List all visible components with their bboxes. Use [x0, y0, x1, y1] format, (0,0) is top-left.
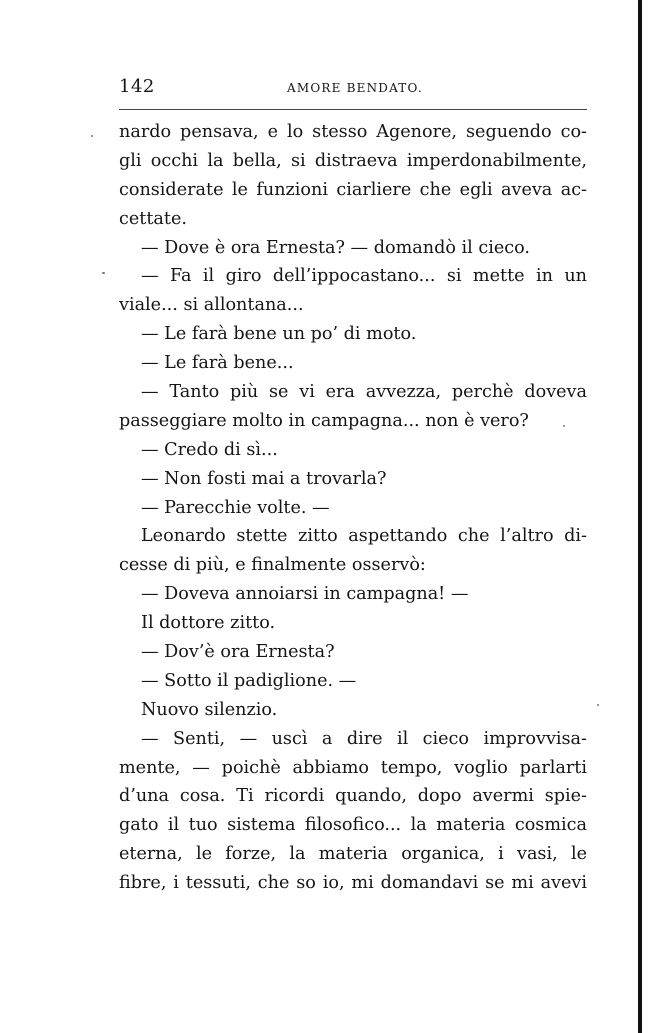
text-line: viale... si allontana...: [119, 295, 304, 316]
paper-speck: [91, 135, 93, 137]
text-line: — Dov’è ora Ernesta?: [141, 642, 335, 663]
text-line: cesse di più, e finalmente osservò:: [119, 555, 426, 576]
text-line: — Doveva annoiarsi in campagna! —: [141, 584, 469, 605]
paper-speck: [102, 272, 105, 274]
text-line: cettate.: [119, 208, 187, 229]
binding-edge: [638, 0, 642, 1033]
running-title: AMORE BENDATO.: [287, 81, 423, 95]
text-line: mente, — poichè abbiamo tempo, voglio parlarti: [119, 757, 587, 778]
text-line: — Tanto più se vi era avvezza, perchè doveva: [141, 382, 587, 403]
text-line: — Fa il giro dell’ippocastano... si mette in un: [141, 266, 587, 287]
text-line: Nuovo silenzio.: [141, 699, 278, 720]
page-header: [119, 76, 587, 100]
text-line: eterna, le forze, la materia organica, i vasi, le: [119, 844, 587, 865]
text-line: — Le farà bene...: [141, 353, 294, 374]
text-line: d’una cosa. Ti ricordi quando, dopo avermi spie-: [119, 786, 587, 807]
text-line: considerate le funzioni ciarliere che egli aveva ac-: [119, 179, 587, 200]
page-number: 142: [119, 76, 155, 97]
text-line: passeggiare molto in campagna... non è vero?: [119, 410, 529, 431]
text-line: — Non fosti mai a trovarla?: [141, 468, 387, 489]
body-text: [119, 118, 587, 898]
header-rule: [119, 109, 587, 110]
text-line: Leonardo stette zitto aspettando che l’altro di-: [141, 526, 587, 547]
paper-speck: [563, 425, 565, 427]
text-line: gato il tuo sistema filosofico... la materia cosmica: [119, 815, 587, 836]
text-line: fibre, i tessuti, che so io, mi domandavi se mi avevi: [119, 873, 587, 894]
text-line: — Senti, — uscì a dire il cieco improvvisa-: [141, 728, 587, 749]
text-line: — Parecchie volte. —: [141, 497, 330, 518]
text-line: nardo pensava, e lo stesso Agenore, seguendo co-: [119, 122, 587, 142]
text-line: — Le farà bene un po’ di moto.: [141, 324, 417, 345]
text-line: — Dove è ora Ernesta? — domandò il cieco.: [141, 237, 530, 258]
text-line: gli occhi la bella, si distraeva imperdonabilmente,: [119, 150, 587, 171]
text-line: Il dottore zitto.: [141, 613, 276, 634]
text-line: — Credo di sì...: [141, 439, 278, 460]
text-line: — Sotto il padiglione. —: [141, 670, 357, 691]
paper-speck: [597, 704, 599, 706]
